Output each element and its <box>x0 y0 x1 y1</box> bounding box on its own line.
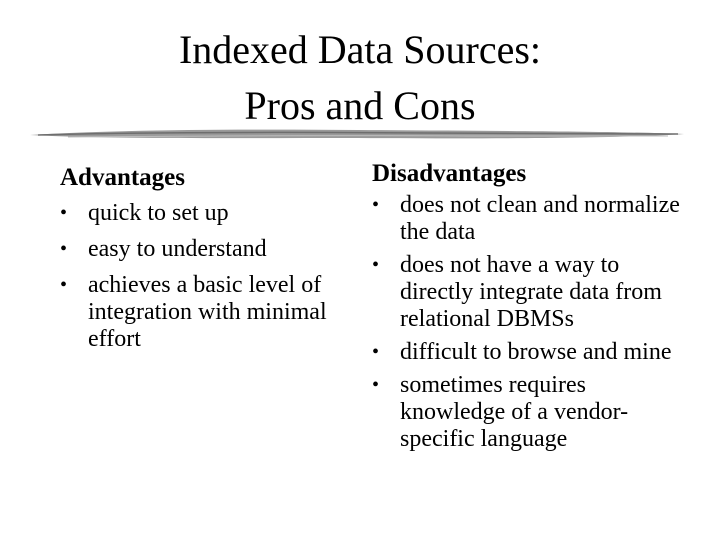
list-item <box>372 252 692 333</box>
advantages-list <box>60 200 350 353</box>
disadvantages-heading: Disadvantages <box>372 160 527 187</box>
slide-title-line-2: Pros and Cons <box>244 83 476 128</box>
disadvantages-column <box>372 158 692 453</box>
disadvantages-list <box>372 192 692 453</box>
advantages-heading: Advantages <box>60 164 186 191</box>
list-item-text: achieves a basic level of integration with minimal effort <box>88 272 327 352</box>
bullet-icon: • <box>60 274 68 296</box>
list-item <box>60 272 350 353</box>
list-item <box>372 339 692 366</box>
bullet-icon: • <box>372 341 380 363</box>
list-item-text: quick to set up <box>88 200 229 226</box>
title-divider-brushstroke <box>28 126 686 144</box>
slide-title-line-1: Indexed Data Sources: <box>178 27 542 72</box>
advantages-column <box>60 162 350 353</box>
list-item-text: easy to understand <box>88 236 267 262</box>
list-item-text: difficult to browse and mine <box>400 339 672 365</box>
list-item-text: sometimes requires knowledge of a vendor-specific language <box>400 372 629 452</box>
bullet-icon: • <box>372 254 380 276</box>
list-item <box>372 192 692 246</box>
list-item-text: does not have a way to directly integrate data from relational DBMSs <box>400 252 662 332</box>
bullet-icon: • <box>60 202 68 224</box>
list-item-text: does not clean and normalize the data <box>400 192 680 245</box>
list-item <box>60 236 350 263</box>
bullet-icon: • <box>372 194 380 216</box>
bullet-icon: • <box>60 238 68 260</box>
bullet-icon: • <box>372 374 380 396</box>
slide-title <box>0 22 720 134</box>
list-item <box>60 200 350 227</box>
list-item <box>372 372 692 453</box>
